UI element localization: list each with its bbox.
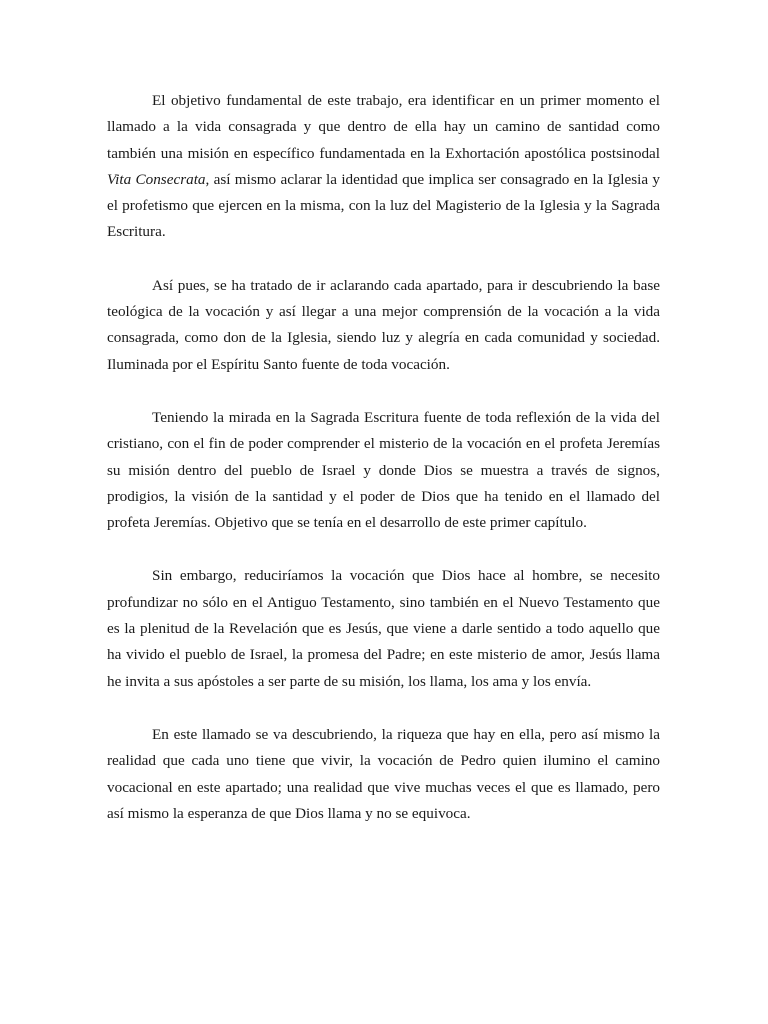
document-page — [107, 88, 660, 854]
paragraph-text: , así mismo aclarar la identidad que implica ser consagrado en la Iglesia y el profetismo que ejercen en la misma, con la luz del Magisterio de la Iglesia y la Sagrada Escritura. — [107, 170, 660, 241]
paragraph-text: El objetivo fundamental de este trabajo, era identificar en un primer momento el llamado a la vida consagrada y que dentro de ella hay un camino de santidad como también una misión en específico fundamentada en la Exhortación apostólica postsinodal — [107, 92, 660, 162]
paragraph-scripture: Teniendo la mirada en la Sagrada Escritura fuente de toda reflexión de la vida del cristiano, con el fin de poder comprender el misterio de la vocación en el profeta Jeremías su misión dentro del pueblo de Israel y donde Dios se muestra a través de signos, prodigios, la visión de la santidad y el poder de Dios que ha tenido en el llamado del profeta Jeremías. Objetivo que se tenía en el desarrollo de este primer capítulo. — [107, 408, 660, 532]
paragraph-new-testament: Sin embargo, reduciríamos la vocación que Dios hace al hombre, se necesito profundizar no sólo en el Antiguo Testamento, sino también en el Nuevo Testamento que es la plenitud de la Revelación que es Jesús, que viene a darle sentido a todo aquello que ha vivido el pueblo de Israel, la promesa del Padre; en este misterio de amor, Jesús llama he invita a sus apóstoles a ser parte de su misión, los llama, los ama y los envía. — [107, 567, 660, 690]
paragraph-objective — [107, 88, 660, 246]
document-title-italic: Vita Consecrata — [107, 170, 206, 188]
paragraph-clarification: Así pues, se ha tratado de ir aclarando cada apartado, para ir descubriendo la base teológica de la vocación y así llegar a una mejor comprensión de la vocación a la vida consagrada, como don de la Iglesia, siendo luz y alegría en cada comunidad y sociedad. Iluminada por el Espíritu Santo fuente de toda vocación. — [107, 276, 660, 373]
paragraph-calling: En este llamado se va descubriendo, la riqueza que hay en ella, pero así mismo la realidad que cada uno tiene que vivir, la vocación de Pedro quien ilumino el camino vocacional en este apartado; una realidad que vive muchas veces el que es llamado, pero así mismo la esperanza de que Dios llama y no se equivoca. — [107, 725, 660, 822]
